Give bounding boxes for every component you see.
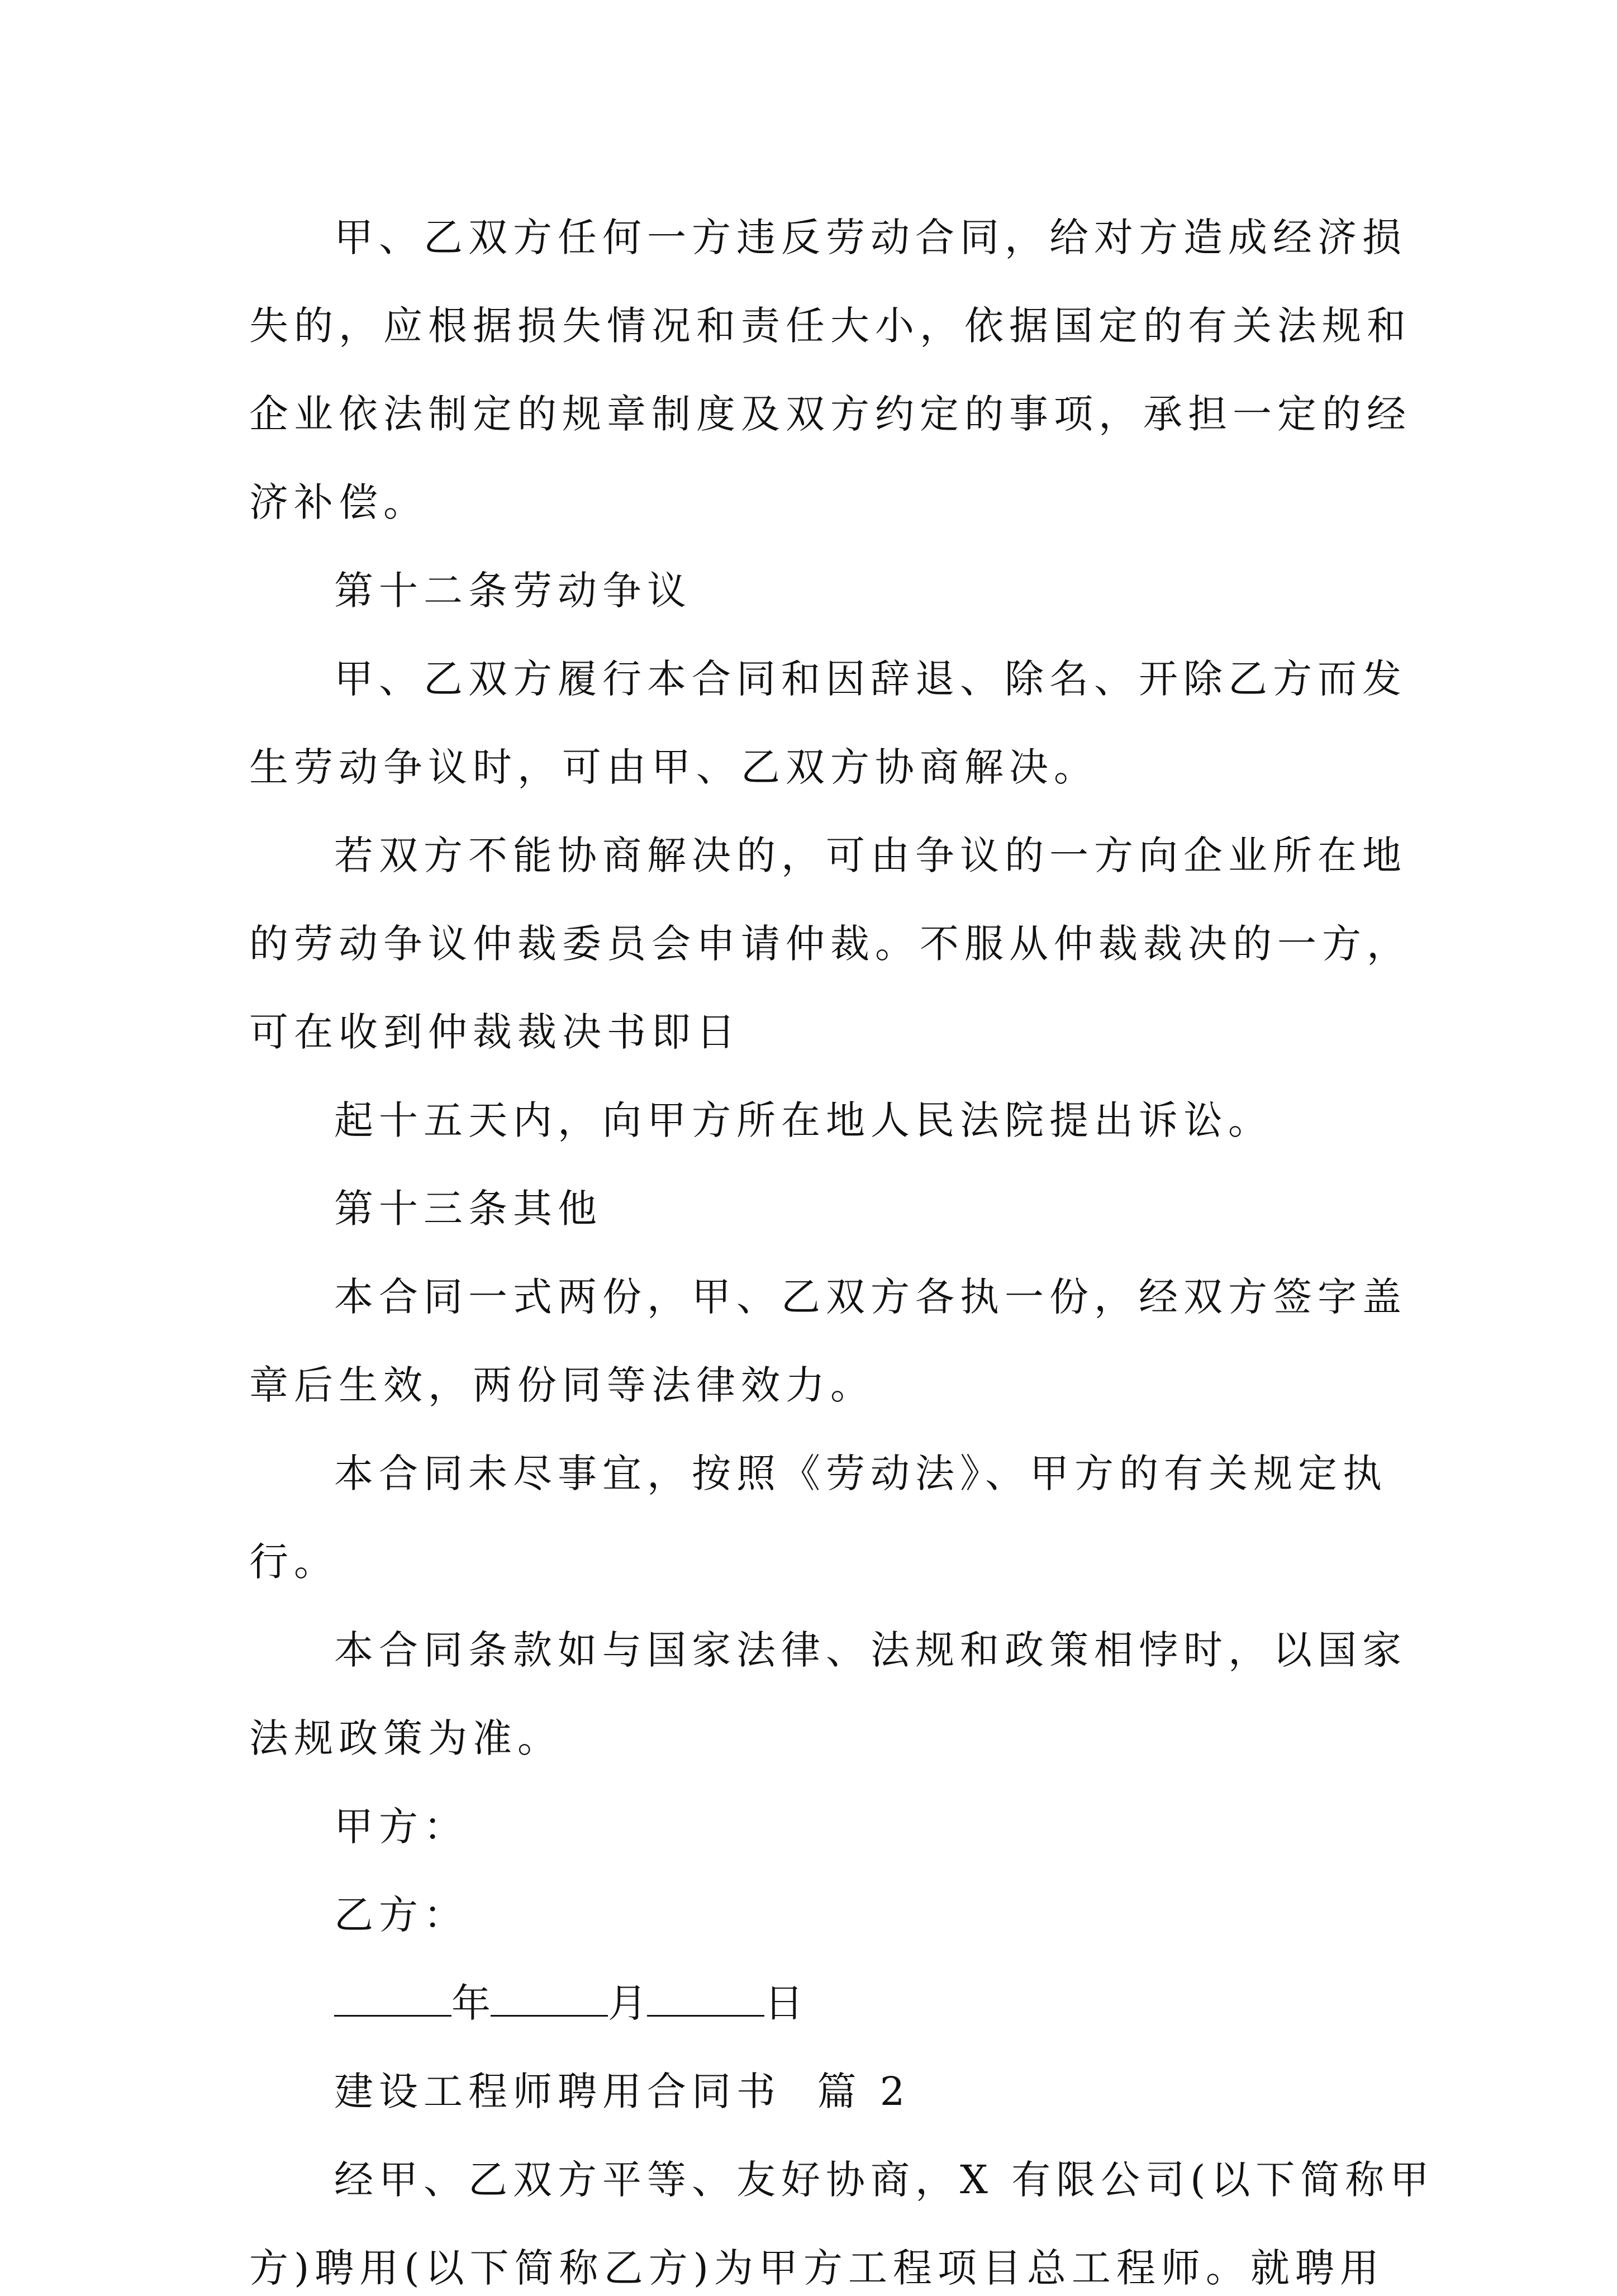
paragraph-line: 的劳动争议仲裁委员会申请仲裁。不服从仲裁裁决的一方，	[249, 921, 1411, 967]
paragraph-line: 生劳动争议时，可由甲、乙双方协商解决。	[249, 744, 1098, 790]
date-line	[334, 1975, 803, 2031]
paragraph-line: 济补偿。	[249, 479, 428, 525]
paragraph-line: 章后生效，两份同等法律效力。	[249, 1362, 875, 1408]
paragraph-line: 起十五天内，向甲方所在地人民法院提出诉讼。	[334, 1097, 1273, 1143]
day-label: 日	[764, 1980, 803, 2026]
paragraph-line: 甲、乙双方任何一方违反劳动合同，给对方造成经济损	[334, 215, 1407, 260]
paragraph-line: 方)聘用(以下简称乙方)为甲方工程项目总工程师。就聘用	[249, 2245, 1385, 2291]
paragraph-line: 本合同条款如与国家法律、法规和政策相悖时，以国家	[334, 1627, 1407, 1673]
party-b-signature-line: 乙方：	[334, 1892, 468, 1938]
paragraph-line: 企业依法制定的规章制度及双方约定的事项，承担一定的经	[249, 391, 1411, 437]
paragraph-line: 若双方不能协商解决的，可由争议的一方向企业所在地	[334, 833, 1407, 878]
document-title: 建设工程师聘用合同书 篇 2	[334, 2069, 911, 2114]
paragraph-line: 法规政策为准。	[249, 1715, 562, 1761]
paragraph-line: 经甲、乙双方平等、友好协商，X 有限公司(以下简称甲	[334, 2157, 1435, 2203]
paragraph-line: 行。	[249, 1539, 339, 1585]
year-label: 年	[451, 1980, 491, 2026]
paragraph-line: 甲、乙双方履行本合同和因辞退、除名、开除乙方而发	[334, 656, 1407, 702]
year-blank	[334, 1976, 451, 2017]
section-heading: 第十三条其他	[334, 1186, 602, 1232]
paragraph-line: 本合同未尽事宜，按照《劳动法》、甲方的有关规定执	[334, 1451, 1387, 1496]
month-blank	[491, 1976, 608, 2017]
paragraph-line: 可在收到仲裁裁决书即日	[249, 1009, 741, 1055]
day-blank	[647, 1976, 764, 2017]
paragraph-line: 失的，应根据损失情况和责任大小，依据国定的有关法规和	[249, 303, 1411, 349]
party-a-signature-line: 甲方：	[334, 1804, 468, 1850]
paragraph-line: 本合同一式两份，甲、乙双方各执一份，经双方签字盖	[334, 1274, 1407, 1320]
section-heading: 第十二条劳动争议	[334, 568, 692, 614]
month-label: 月	[608, 1980, 647, 2026]
